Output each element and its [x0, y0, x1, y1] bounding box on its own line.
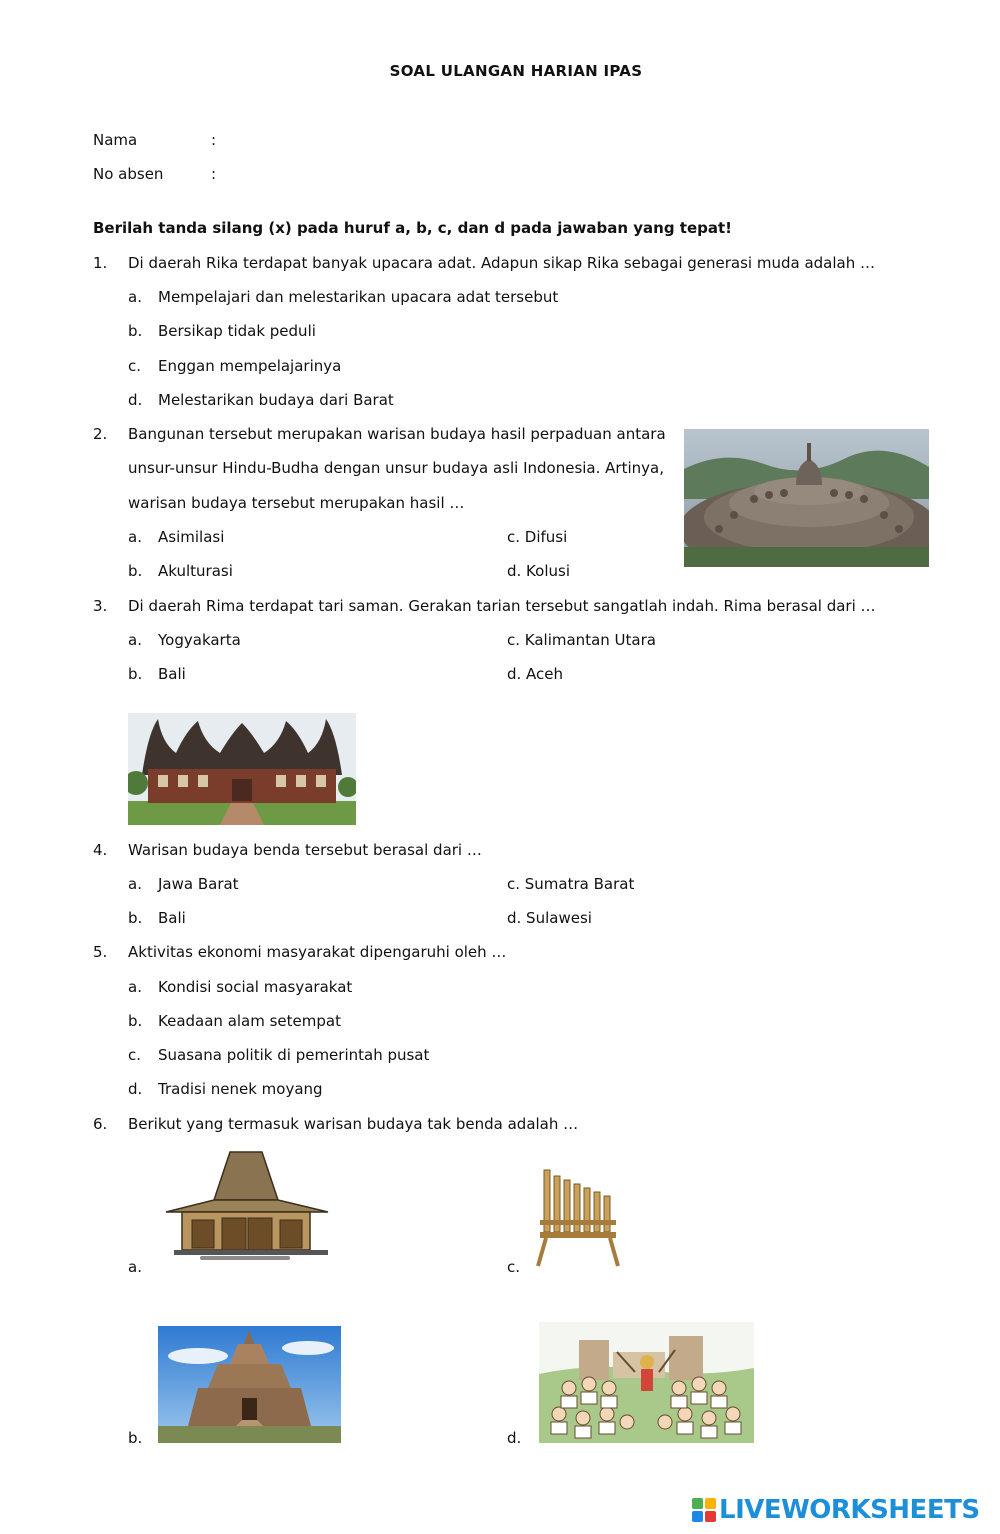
q2-option-a-letter[interactable]: a. [128, 528, 142, 546]
q1-option-c[interactable]: Enggan mempelajarinya [158, 357, 342, 375]
q3-option-a[interactable]: Yogyakarta [158, 631, 241, 649]
rumah-gadang-image [128, 713, 356, 825]
q2-text-line-1: Bangunan tersebut merupakan warisan budaya hasil perpaduan antara [128, 425, 666, 443]
absen-label: No absen [93, 165, 164, 183]
q1-option-a[interactable]: Mempelajari dan melestarikan upacara adat tersebut [158, 288, 559, 306]
q2-option-b[interactable]: Akulturasi [158, 562, 233, 580]
name-separator: : [211, 131, 217, 149]
instruction: Berilah tanda silang (x) pada huruf a, b, c, dan d pada jawaban yang tepat! [93, 219, 732, 237]
q5-option-c-letter[interactable]: c. [128, 1046, 142, 1064]
q6-text: Berikut yang termasuk warisan budaya tak benda adalah … [128, 1115, 579, 1133]
q6-option-a-letter[interactable]: a. [128, 1258, 142, 1276]
temple-image[interactable] [158, 1326, 341, 1443]
q6-option-c-letter[interactable]: c. [507, 1258, 521, 1276]
q5-option-a[interactable]: Kondisi social masyarakat [158, 978, 353, 996]
q5-option-c[interactable]: Suasana politik di pemerintah pusat [158, 1046, 430, 1064]
q5-option-d-letter[interactable]: d. [128, 1080, 143, 1098]
q2-option-a[interactable]: Asimilasi [158, 528, 225, 546]
kecak-dance-image[interactable] [539, 1322, 754, 1443]
q6-number: 6. [93, 1115, 108, 1133]
page-title: SOAL ULANGAN HARIAN IPAS [389, 62, 643, 80]
q5-option-a-letter[interactable]: a. [128, 978, 142, 996]
name-label: Nama [93, 131, 138, 149]
q1-option-c-letter[interactable]: c. [128, 357, 142, 375]
q6-option-d-letter[interactable]: d. [507, 1429, 522, 1447]
q3-number: 3. [93, 597, 108, 615]
q2-option-c[interactable]: c. Difusi [507, 528, 568, 546]
q4-option-d[interactable]: d. Sulawesi [507, 909, 592, 927]
q1-number: 1. [93, 254, 108, 272]
absen-separator: : [211, 165, 217, 183]
q3-option-b[interactable]: Bali [158, 665, 186, 683]
q4-option-a[interactable]: Jawa Barat [158, 875, 239, 893]
q3-option-a-letter[interactable]: a. [128, 631, 142, 649]
q4-text: Warisan budaya benda tersebut berasal dari … [128, 841, 482, 859]
q5-text: Aktivitas ekonomi masyarakat dipengaruhi oleh … [128, 943, 507, 961]
q5-option-b[interactable]: Keadaan alam setempat [158, 1012, 341, 1030]
logo-grid-icon [692, 1498, 716, 1522]
q1-option-a-letter[interactable]: a. [128, 288, 142, 306]
borobudur-image [684, 429, 929, 567]
liveworksheets-logo [692, 1494, 980, 1526]
traditional-house-image[interactable] [160, 1150, 332, 1262]
q1-text: Di daerah Rika terdapat banyak upacara adat. Adapun sikap Rika sebagai generasi muda adalah … [128, 254, 875, 272]
q4-option-b-letter[interactable]: b. [128, 909, 143, 927]
q4-option-a-letter[interactable]: a. [128, 875, 142, 893]
q3-option-b-letter[interactable]: b. [128, 665, 143, 683]
q2-option-b-letter[interactable]: b. [128, 562, 143, 580]
q1-option-d-letter[interactable]: d. [128, 391, 143, 409]
q2-number: 2. [93, 425, 108, 443]
q1-option-d[interactable]: Melestarikan budaya dari Barat [158, 391, 394, 409]
q5-number: 5. [93, 943, 108, 961]
q4-option-b[interactable]: Bali [158, 909, 186, 927]
q2-text-line-3: warisan budaya tersebut merupakan hasil … [128, 494, 465, 512]
q4-option-c[interactable]: c. Sumatra Barat [507, 875, 635, 893]
q2-text-line-2: unsur-unsur Hindu-Budha dengan unsur budaya asli Indonesia. Artinya, [128, 459, 664, 477]
q3-option-c[interactable]: c. Kalimantan Utara [507, 631, 656, 649]
q5-option-d[interactable]: Tradisi nenek moyang [158, 1080, 323, 1098]
watermark-text: LIVEWORKSHEETS [719, 1495, 980, 1525]
q2-option-d[interactable]: d. Kolusi [507, 562, 570, 580]
q6-option-b-letter[interactable]: b. [128, 1429, 143, 1447]
q4-number: 4. [93, 841, 108, 859]
q1-option-b-letter[interactable]: b. [128, 322, 143, 340]
q3-option-d[interactable]: d. Aceh [507, 665, 564, 683]
angklung-image[interactable] [536, 1162, 620, 1270]
q3-text: Di daerah Rima terdapat tari saman. Gerakan tarian tersebut sangatlah indah. Rima berasal dari … [128, 597, 876, 615]
q1-option-b[interactable]: Bersikap tidak peduli [158, 322, 316, 340]
q5-option-b-letter[interactable]: b. [128, 1012, 143, 1030]
